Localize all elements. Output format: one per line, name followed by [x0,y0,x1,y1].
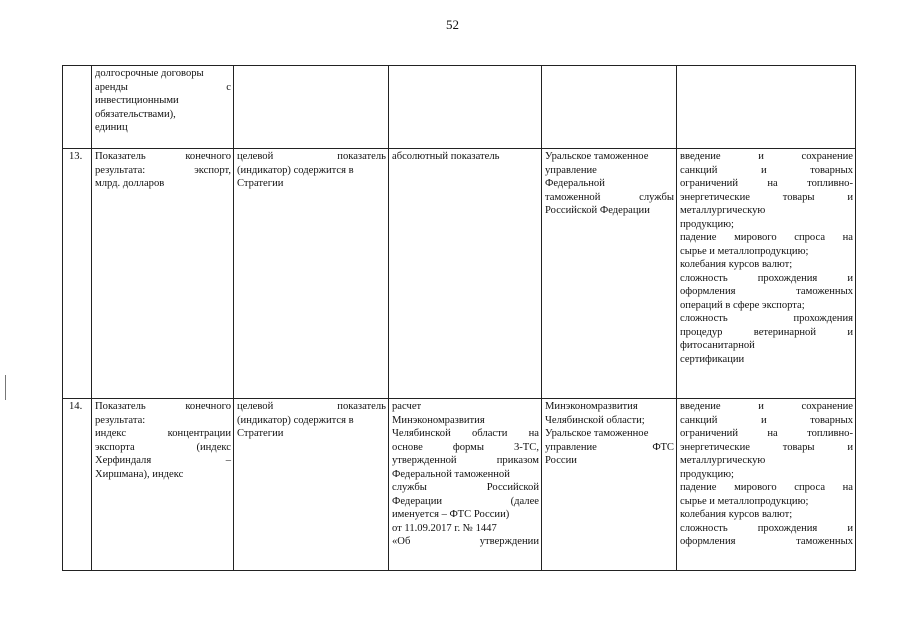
cell-text-line: оформления таможенных [680,536,853,547]
cell-method [389,399,542,571]
cell-text-line: «Об утверждении [392,536,539,547]
cell-text-line: Херфиндаля – [95,455,231,466]
cell-text-line: Челябинской области; [545,414,645,426]
table-body [63,66,856,571]
cell-text-line: сложность прохождения [680,313,853,324]
cell-text-line: ограничений на топливно- [680,178,853,189]
cell-text-line: энергетические товары и [680,191,853,203]
cell-text-line: Уральское таможенное [545,151,649,162]
cell-text-line: санкций и товарных [680,164,853,176]
cell-risks [677,66,856,149]
cell-text-line: результата: [95,414,146,426]
cell-text-line: именуется – ФТС России) [392,509,510,520]
cell-text-line: инвестиционными [95,95,179,106]
cell-method [389,66,542,149]
cell-text-line: сертификации [680,353,745,365]
cell-text-line: Минэкономразвития [392,414,485,426]
cell-text-line: процедур ветеринарной и [680,326,853,338]
page-number: 52 [446,17,459,32]
cell-text-line: результата: экспорт, [95,164,231,176]
cell-text-line: утвержденной приказом [392,455,539,466]
cell-text-line: санкций и товарных [680,414,853,426]
cell-text-line: введение и сохранение [680,151,853,162]
cell-indicator-name [92,149,234,399]
cell-text-line: Федерации (далее [392,495,539,507]
cell-text-line: колебания курсов валют; [680,259,793,270]
cell-text-line: продукцию; [680,468,734,480]
cell-text-line: Федеральной таможенной [392,468,510,480]
cell-text-line: сырье и металлопродукцию; [680,495,809,507]
cell-text-line: млрд. долларов [95,178,165,189]
cell-text-line: Хиршмана), индекс [95,468,184,480]
cell-text-line: металлургическую [680,455,766,466]
cell-text-line: Минэкономразвития [545,401,638,412]
cell-text-line: службы Российской [392,482,539,493]
cell-text-line: обязательствами), [95,108,176,120]
cell-risks [677,149,856,399]
cell-text-line: (индикатор) содержится в [237,414,354,426]
table-row [63,399,856,571]
cell-method [389,149,542,399]
cell-text-line: от 11.09.2017 г. № 1447 [392,522,497,534]
cell-row-number: 13. [63,149,92,399]
cell-text-line: основе формы 3-ТС, [392,441,539,453]
cell-basis [234,149,389,399]
cell-text-line: целевой показатель [237,401,386,412]
cell-text-line: таможенной службы [545,191,674,203]
cell-text-line: оформления таможенных [680,286,853,297]
cell-risks [677,399,856,571]
cell-text-line: аренды с [95,81,231,93]
table-row [63,66,856,149]
cell-text-line: металлургическую [680,205,766,216]
cell-text-line: падение мирового спроса на [680,232,853,243]
cell-text-line: России [545,455,577,466]
cell-text-line: сложность прохождения и [680,522,853,534]
cell-basis [234,399,389,571]
cell-text-line: долгосрочные договоры [95,68,204,79]
cell-text-line: расчет [392,401,422,412]
cell-text-line: Уральское таможенное [545,428,649,439]
cell-indicator-name [92,66,234,149]
cell-text-line: введение и сохранение [680,401,853,412]
table-row [63,149,856,399]
cell-responsible [542,149,677,399]
cell-basis [234,66,389,149]
cell-text-line: падение мирового спроса на [680,482,853,493]
cell-text-line: энергетические товары и [680,441,853,453]
cell-text-line: Федеральной [545,178,605,189]
cell-text-line: Стратегии [237,428,284,439]
cell-text-line: Стратегии [237,178,284,189]
cell-text-line: операций в сфере экспорта; [680,299,805,311]
cell-text-line: Показатель конечного [95,151,231,162]
cell-text-line: экспорта (индекс [95,441,231,453]
cell-text-line: Российской Федерации [545,205,650,216]
cell-text-line: (индикатор) содержится в [237,164,354,176]
cell-text-line: Челябинской области на [392,428,539,439]
cell-text-line: управление ФТС [545,441,674,453]
cell-indicator-name [92,399,234,571]
cell-text-line: абсолютный показатель [392,151,500,162]
indicators-table [62,65,856,571]
cell-text-line: ограничений на топливно- [680,428,853,439]
cell-row-number: 14. [63,399,92,571]
cell-text-line: целевой показатель [237,151,386,162]
cell-responsible [542,66,677,149]
cell-responsible [542,399,677,571]
margin-mark [5,375,6,400]
cell-text-line: индекс концентрации [95,428,231,439]
cell-text-line: единиц [95,122,128,133]
cell-text-line: фитосанитарной [680,340,755,351]
cell-text-line: сырье и металлопродукцию; [680,245,809,257]
cell-text-line: управление [545,164,597,176]
cell-row-number [63,66,92,149]
cell-text-line: колебания курсов валют; [680,509,793,520]
cell-text-line: продукцию; [680,218,734,230]
cell-text-line: сложность прохождения и [680,272,853,284]
cell-text-line: Показатель конечного [95,401,231,412]
